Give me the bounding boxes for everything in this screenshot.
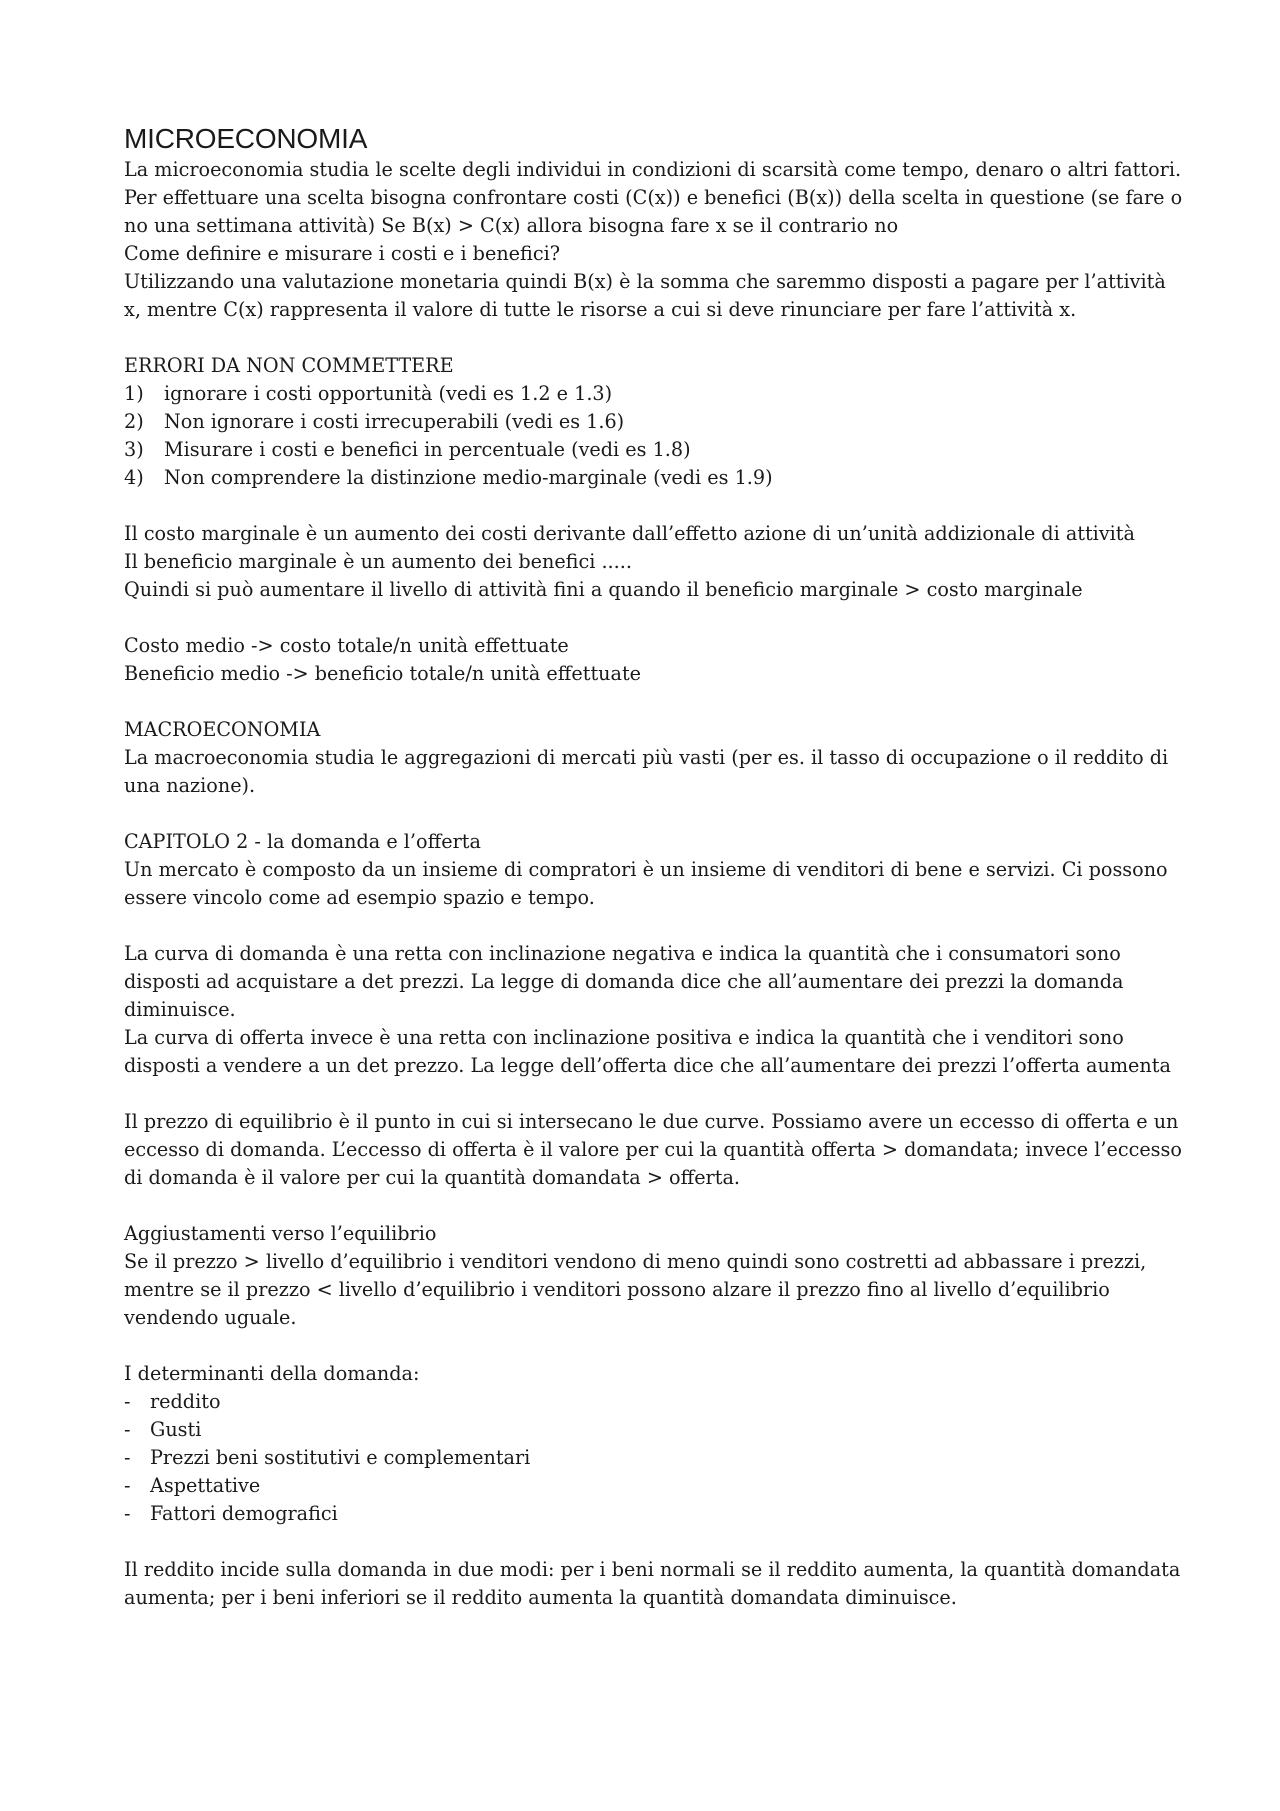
spacer (124, 324, 1184, 352)
errors-heading: ERRORI DA NON COMMETTERE (124, 354, 454, 377)
list-text: Fattori demografici (150, 1502, 338, 1525)
intro-paragraph-2: Per effettuare una scelta bisogna confrontare costi (C(x)) e benefici (B(x)) della scelta in questione (se fare o no una settimana attività) Se B(x) > C(x) allora bisogna fare x se il contrario no (124, 186, 1183, 237)
errors-list (124, 380, 1184, 492)
intro-paragraph-4: Utilizzando una valutazione monetaria quindi B(x) è la somma che saremmo disposti a pagare per l’attività x, mentre C(x) rappresenta il valore di tutte le risorse a cui si deve rinunciare per fare l’attività x. (124, 270, 1166, 321)
spacer (124, 912, 1184, 940)
marginal-conclusion-line: Quindi si può aumentare il livello di attività fini a quando il beneficio marginale > costo marginale (124, 578, 1083, 601)
marginal-benefit-line: Il beneficio marginale è un aumento dei benefici ..... (124, 550, 632, 573)
determinants-list (124, 1388, 1184, 1528)
list-text: Prezzi beni sostitutivi e complementari (150, 1446, 531, 1469)
list-item (124, 408, 1184, 436)
document-page (124, 122, 1184, 1612)
list-number: 2) (124, 410, 144, 433)
list-item (124, 1444, 1184, 1472)
equilibrium-paragraph: Il prezzo di equilibrio è il punto in cui si intersecano le due curve. Possiamo avere un eccesso di offerta e un eccesso di domanda. L’eccesso di offerta è il valore per cui la quantità offerta > domandata; invece l’eccesso di domanda è il valore per cui la quantità domandata > offerta. (124, 1110, 1182, 1189)
list-item (124, 436, 1184, 464)
list-item (124, 1416, 1184, 1444)
adjustments-heading: Aggiustamenti verso l’equilibrio (124, 1222, 437, 1245)
list-item (124, 1472, 1184, 1500)
list-text: Aspettative (150, 1474, 261, 1497)
list-item (124, 380, 1184, 408)
dash-bullet: - (124, 1418, 131, 1441)
list-number: 4) (124, 466, 144, 489)
intro-paragraph-3: Come definire e misurare i costi e i benefici? (124, 242, 561, 265)
list-number: 3) (124, 438, 144, 461)
dash-bullet: - (124, 1446, 131, 1469)
list-item (124, 1388, 1184, 1416)
list-text: Non ignorare i costi irrecuperabili (vedi es 1.6) (164, 410, 625, 433)
spacer (124, 1192, 1184, 1220)
supply-curve-paragraph: La curva di offerta invece è una retta con inclinazione positiva e indica la quantità che i venditori sono disposti a vendere a un det prezzo. La legge dell’offerta dice che all’aumentare dei prezzi l’offerta aumenta (124, 1026, 1171, 1077)
page-title: MICROECONOMIA (124, 123, 368, 154)
spacer (124, 1528, 1184, 1556)
intro-paragraph-1: La microeconomia studia le scelte degli individui in condizioni di scarsità come tempo, denaro o altri fattori. (124, 158, 1182, 181)
income-paragraph: Il reddito incide sulla domanda in due modi: per i beni normali se il reddito aumenta, la quantità domandata aumenta; per i beni inferiori se il reddito aumenta la quantità domandata diminuisce. (124, 1558, 1181, 1609)
list-number: 1) (124, 382, 144, 405)
dash-bullet: - (124, 1474, 131, 1497)
dash-bullet: - (124, 1502, 131, 1525)
macro-paragraph: La macroeconomia studia le aggregazioni di mercati più vasti (per es. il tasso di occupazione o il reddito di una nazione). (124, 746, 1169, 797)
spacer (124, 604, 1184, 632)
dash-bullet: - (124, 1390, 131, 1413)
demand-curve-paragraph: La curva di domanda è una retta con inclinazione negativa e indica la quantità che i consumatori sono disposti ad acquistare a det prezzi. La legge di domanda dice che all’aumentare dei prezzi la domanda diminuisce. (124, 942, 1124, 1021)
spacer (124, 688, 1184, 716)
list-text: Misurare i costi e benefici in percentuale (vedi es 1.8) (164, 438, 691, 461)
list-text: ignorare i costi opportunità (vedi es 1.2 e 1.3) (164, 382, 613, 405)
spacer (124, 1080, 1184, 1108)
spacer (124, 1332, 1184, 1360)
macro-heading: MACROECONOMIA (124, 718, 321, 741)
list-item (124, 1500, 1184, 1528)
marginal-cost-line: Il costo marginale è un aumento dei costi derivante dall’effetto azione di un’unità addizionale di attività (124, 522, 1135, 545)
chapter2-paragraph: Un mercato è composto da un insieme di compratori è un insieme di venditori di bene e servizi. Ci possono essere vincolo come ad esempio spazio e tempo. (124, 858, 1168, 909)
average-cost-line: Costo medio -> costo totale/n unità effettuate (124, 634, 569, 657)
list-text: reddito (150, 1390, 221, 1413)
list-item (124, 464, 1184, 492)
spacer (124, 492, 1184, 520)
adjustments-paragraph: Se il prezzo > livello d’equilibrio i venditori vendono di meno quindi sono costretti ad abbassare i prezzi, mentre se il prezzo < livello d’equilibrio i venditori possono alzare il prezzo fino al livello d’equilibrio vendendo uguale. (124, 1250, 1147, 1329)
list-text: Gusti (150, 1418, 202, 1441)
chapter2-heading: CAPITOLO 2 - la domanda e l’offerta (124, 830, 481, 853)
list-text: Non comprendere la distinzione medio-marginale (vedi es 1.9) (164, 466, 773, 489)
spacer (124, 800, 1184, 828)
average-benefit-line: Beneficio medio -> beneficio totale/n unità effettuate (124, 662, 642, 685)
determinants-heading: I determinanti della domanda: (124, 1362, 420, 1385)
